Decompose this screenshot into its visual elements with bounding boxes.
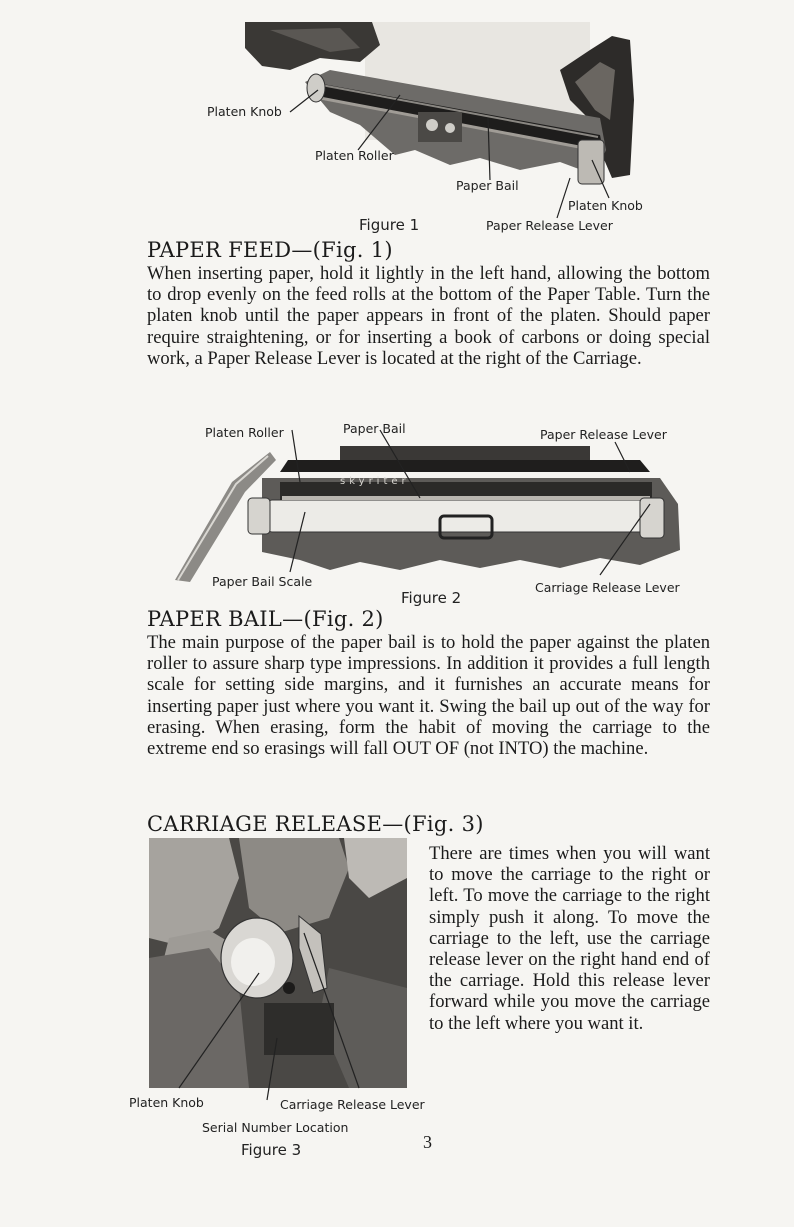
page-number: 3 bbox=[423, 1132, 432, 1152]
fig2-label-platen-roller: Platen Roller bbox=[205, 425, 284, 440]
figure-2-caption: Figure 2 bbox=[401, 589, 462, 607]
figure-1-caption: Figure 1 bbox=[359, 216, 420, 234]
fig3-label-serial-number-location: Serial Number Location bbox=[202, 1120, 349, 1135]
carriage-release-paragraph: There are times when you will want to move the carriage to the right or left. To move the carriage to the right simply push it along. To move the carriage to the left, use the carriage release lever on the right hand end of the carriage. Hold this release lever forward while you move the carriage to the left where you want it. bbox=[429, 843, 710, 1034]
paper-feed-paragraph: When inserting paper, hold it lightly in the left hand, allowing the bottom to drop evenly on the feed rolls at the bottom of the Paper Table. Turn the platen knob until the paper appears in front of the platen. Should paper require straightening, or for inserting a book of carbons or doing special work, a Paper Release Lever is located at the right of the Carriage. bbox=[147, 263, 710, 369]
fig2-label-paper-release-lever: Paper Release Lever bbox=[540, 427, 667, 442]
fig3-label-carriage-release-lever: Carriage Release Lever bbox=[280, 1097, 425, 1112]
fig2-brand: skyriter bbox=[340, 476, 410, 487]
paper-bail-text bbox=[147, 632, 710, 759]
fig2-label-paper-bail: Paper Bail bbox=[343, 421, 406, 436]
paper-feed-heading: PAPER FEED—(Fig. 1) bbox=[147, 238, 393, 262]
figure-3-caption: Figure 3 bbox=[241, 1141, 302, 1159]
paper-feed-text bbox=[147, 263, 710, 369]
fig3-label-platen-knob: Platen Knob bbox=[129, 1095, 204, 1110]
fig1-label-paper-release-lever: Paper Release Lever bbox=[486, 218, 613, 233]
fig1-label-platen-knob-left: Platen Knob bbox=[207, 104, 282, 119]
paper-bail-heading: PAPER BAIL—(Fig. 2) bbox=[147, 607, 384, 631]
figure-3-photo bbox=[149, 838, 409, 1088]
fig1-label-platen-knob-right: Platen Knob bbox=[568, 198, 643, 213]
carriage-release-heading: CARRIAGE RELEASE—(Fig. 3) bbox=[147, 812, 484, 836]
carriage-release-text bbox=[429, 843, 710, 1034]
fig2-label-carriage-release-lever: Carriage Release Lever bbox=[535, 580, 680, 595]
fig1-label-paper-bail: Paper Bail bbox=[456, 178, 519, 193]
fig1-label-platen-roller: Platen Roller bbox=[315, 148, 394, 163]
fig2-label-paper-bail-scale: Paper Bail Scale bbox=[212, 574, 313, 589]
paper-bail-paragraph: The main purpose of the paper bail is to hold the paper against the platen roller to assure sharp type impressions. In addition it provides a full length scale for setting side margins, and it furnishes an accurate means for inserting paper just where you want it. Swing the bail up out of the way for erasing. When erasing, form the habit of moving the carriage to the extreme end so erasings will fall OUT OF (not INTO) the machine. bbox=[147, 632, 710, 760]
